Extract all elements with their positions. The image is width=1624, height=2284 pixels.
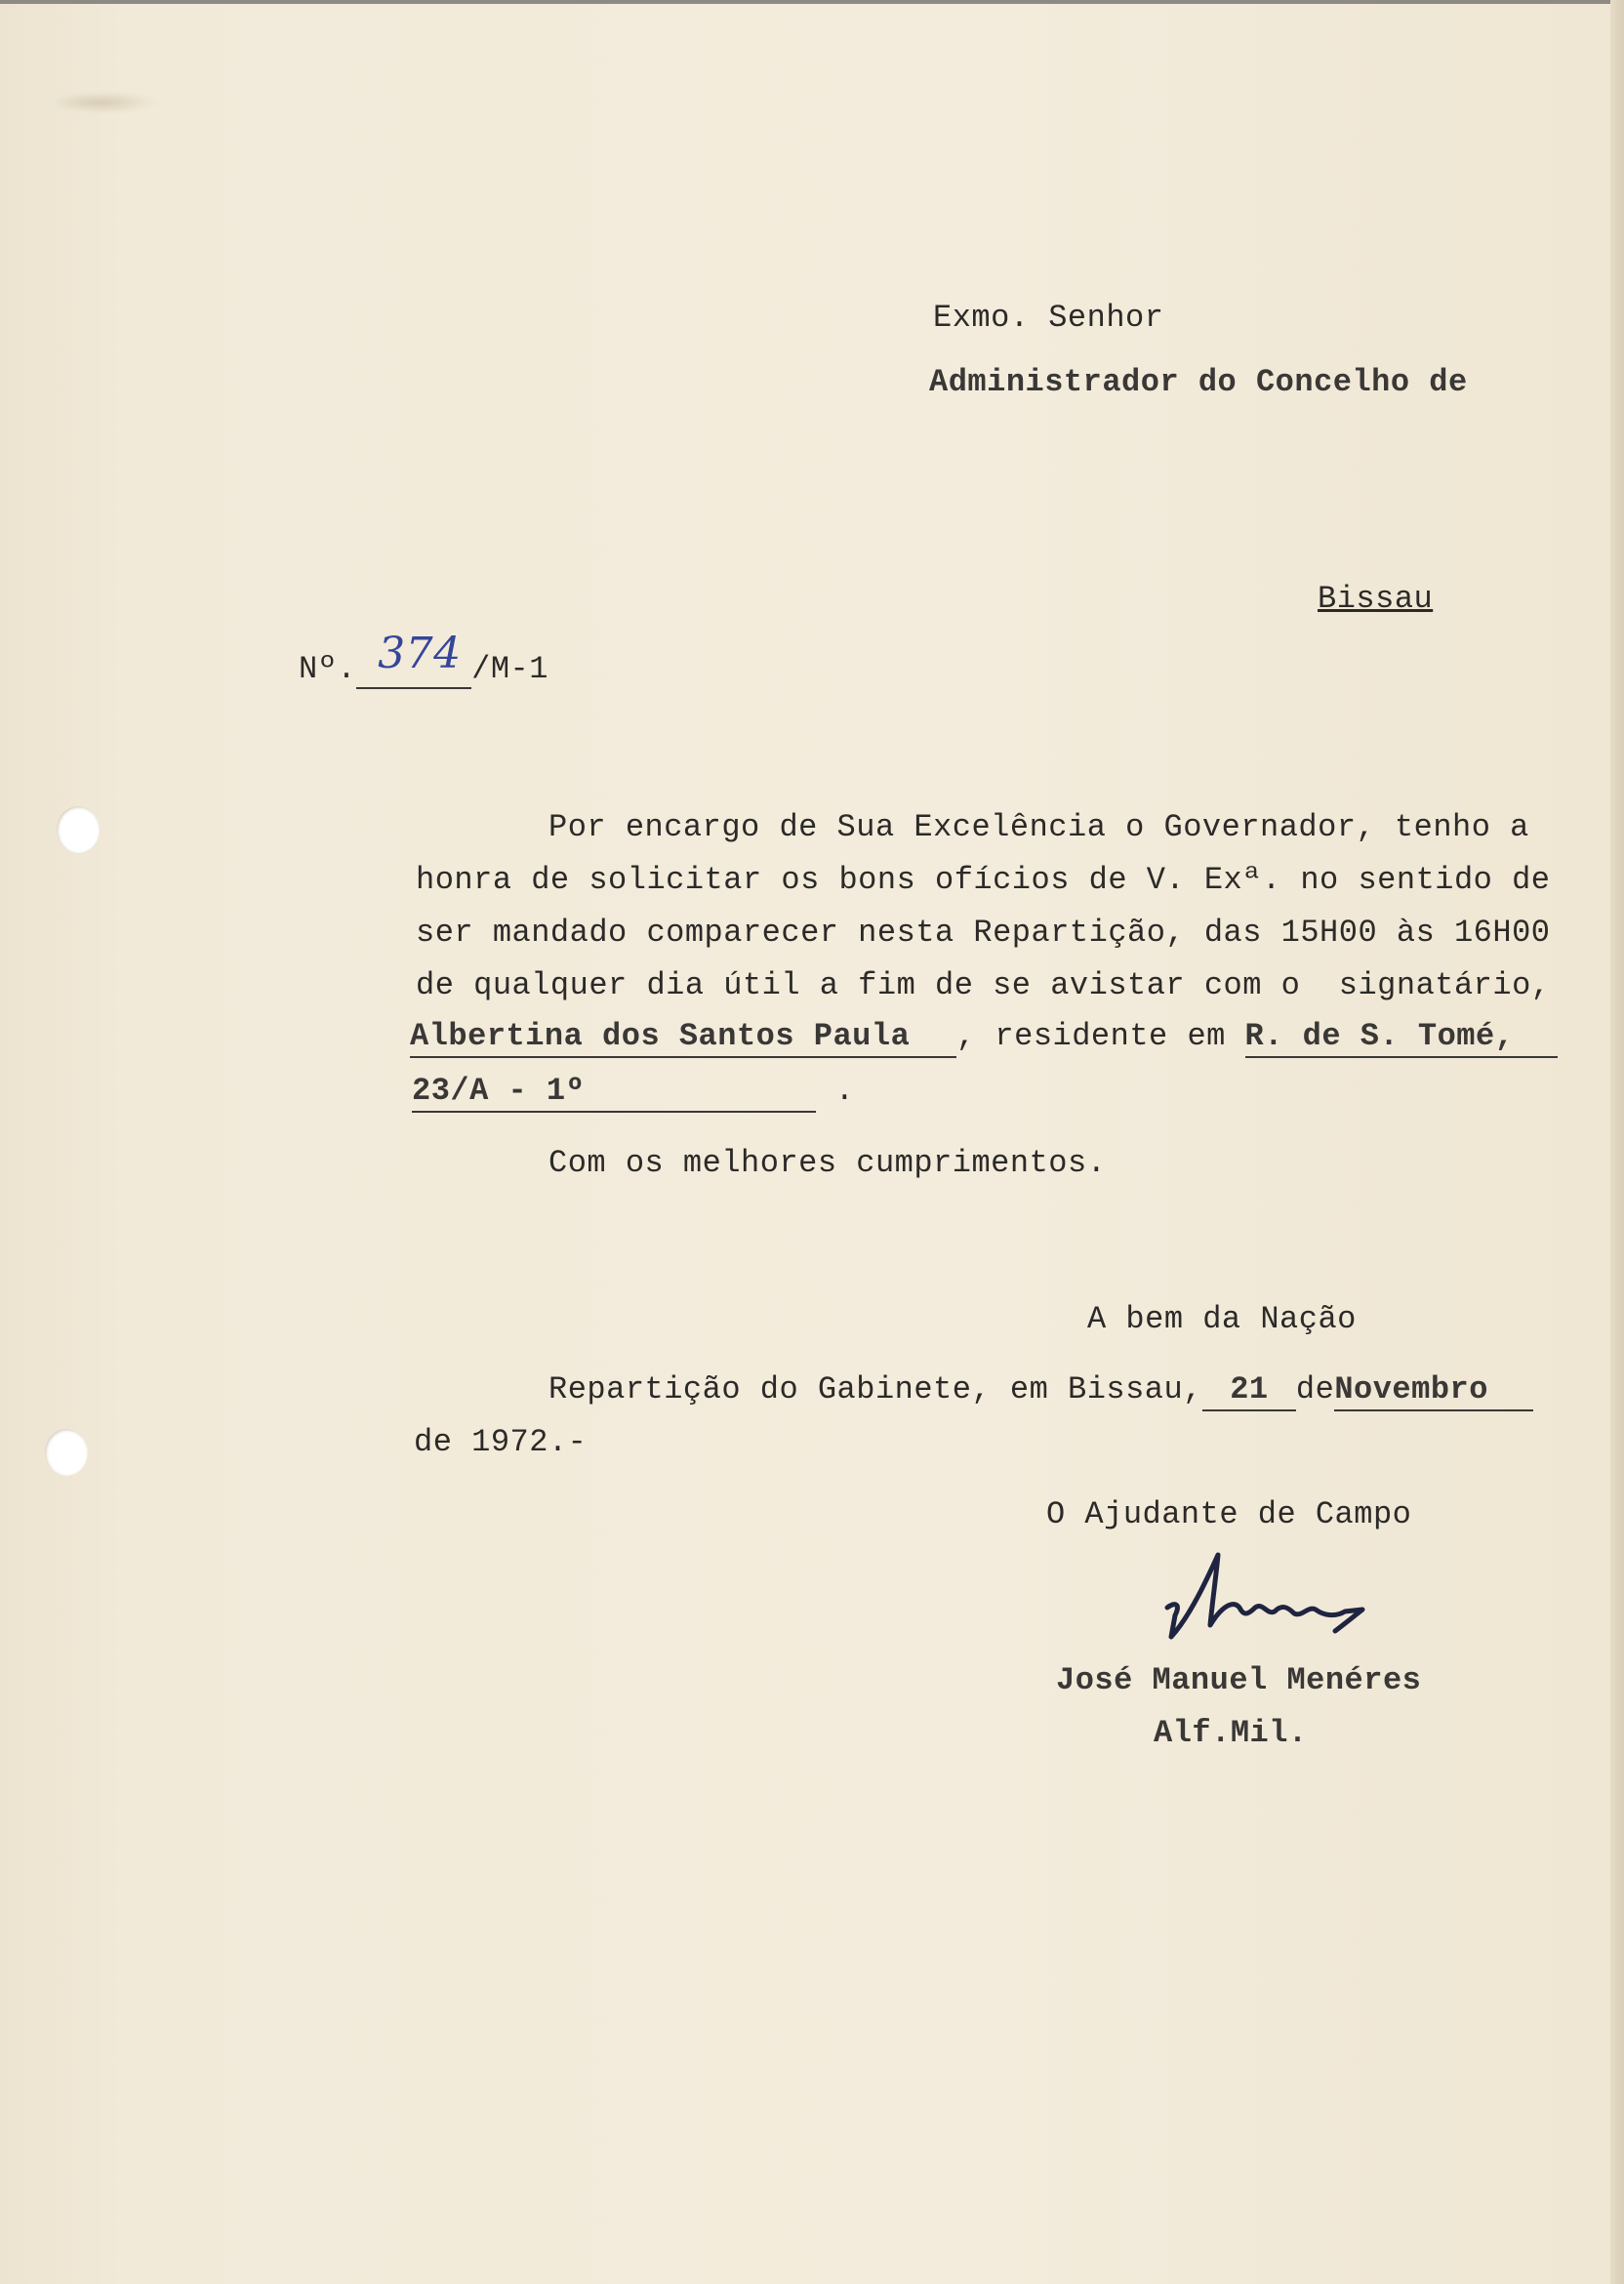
- signer-role: O Ajudante de Campo: [1046, 1496, 1412, 1532]
- signer-rank: Alf.Mil.: [1154, 1715, 1308, 1751]
- punch-hole-upper: [57, 806, 100, 853]
- punch-hole-lower: [45, 1429, 88, 1476]
- reference-suffix: /M-1: [471, 651, 548, 687]
- handwritten-signature: [1161, 1547, 1396, 1654]
- signer-name: José Manuel Menéres: [1056, 1662, 1422, 1698]
- reference-number-handwritten: 374: [378, 629, 462, 678]
- day-field: 21: [1202, 1370, 1296, 1411]
- date-de: de: [1295, 1371, 1335, 1407]
- date-line: [548, 1370, 1533, 1411]
- month-field: Novembro: [1334, 1370, 1533, 1411]
- place-prefix: Repartição do Gabinete, em Bissau,: [548, 1371, 1202, 1407]
- address-field-1: R. de S. Tomé,: [1245, 1017, 1558, 1058]
- residente-text: , residente em: [956, 1018, 1226, 1054]
- person-name-field: Albertina dos Santos Paula: [410, 1017, 956, 1058]
- greeting: Com os melhores cumprimentos.: [548, 1145, 1107, 1181]
- body-line-4: de qualquer dia útil a fim de se avistar com o signatário,: [416, 967, 1551, 1003]
- body-line-1: Por encargo de Sua Excelência o Governador, tenho a: [548, 809, 1529, 845]
- addressee-title: Administrador do Concelho de: [929, 364, 1468, 400]
- scan-top-edge: [0, 0, 1624, 4]
- motto: A bem da Nação: [1087, 1301, 1357, 1337]
- body-line-3: ser mandado comparecer nesta Repartição, das 15H00 às 16H00: [416, 915, 1551, 951]
- reference-prefix: Nº.: [299, 651, 357, 687]
- body-line-6: [412, 1072, 854, 1113]
- addressee-city: Bissau: [1318, 581, 1434, 617]
- salutation: Exmo. Senhor: [933, 300, 1164, 336]
- paper-right-edge: [1610, 0, 1624, 2284]
- address-field-2: 23/A - 1º: [412, 1072, 816, 1113]
- address-end-dot: .: [834, 1073, 855, 1109]
- body-line-2: honra de solicitar os bons ofícios de V. Exª. no sentido de: [416, 862, 1551, 898]
- reference-number-field: [356, 629, 471, 689]
- year-line: de 1972.-: [414, 1424, 588, 1460]
- reference-line: [299, 629, 548, 689]
- paper-tear-mark: [57, 90, 164, 115]
- body-line-5: [410, 1017, 1558, 1058]
